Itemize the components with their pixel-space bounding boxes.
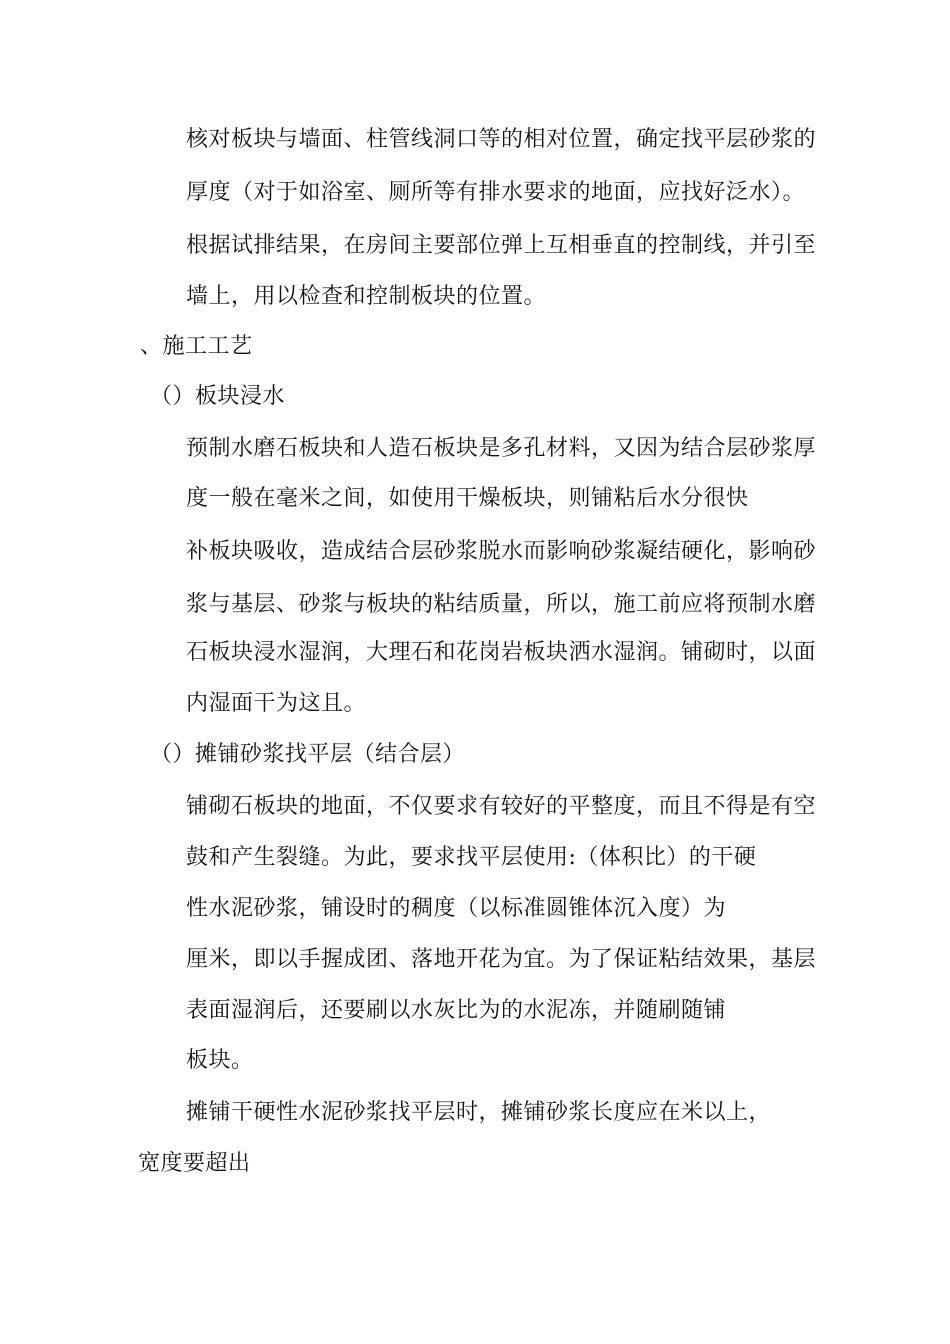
paragraph-line: 表面湿润后，还要刷以水灰比为的水泥冻，并随刷随铺 — [186, 998, 727, 1023]
paragraph-line: 内湿面干为这且。 — [186, 691, 367, 716]
paragraph-line: 预制水磨石板块和人造石板块是多孔材料，又因为结合层砂浆厚 — [186, 436, 817, 461]
paragraph-line: 摊铺干硬性水泥砂浆找平层时，摊铺砂浆长度应在米以上， — [186, 1100, 772, 1125]
subsection-heading: （）板块浸水 — [150, 384, 286, 409]
paragraph-line: 鼓和产生裂缝。为此，要求找平层使用:（体积比）的干硬 — [186, 845, 757, 870]
subsection-heading: （）摊铺砂浆找平层（结合层） — [150, 742, 466, 767]
paragraph-line: 核对板块与墙面、柱管线洞口等的相对位置，确定找平层砂浆的 — [186, 127, 817, 152]
paragraph-line: 度一般在毫米之间，如使用干燥板块，则铺粘后水分很快 — [186, 486, 749, 511]
paragraph-line: 板块。 — [186, 1048, 254, 1073]
paragraph-line: 性水泥砂浆，铺设时的稠度（以标准圆锥体沉入度）为 — [186, 896, 727, 921]
paragraph-line: 铺砌石板块的地面，不仅要求有较好的平整度，而且不得是有空 — [186, 794, 817, 819]
paragraph-line: 根据试排结果，在房间主要部位弹上互相垂直的控制线，并引至 — [186, 233, 817, 258]
paragraph-line: 补板块吸收，造成结合层砂浆脱水而影响砂浆凝结硬化，影响砂 — [186, 539, 817, 564]
paragraph-line: 浆与基层、砂浆与板块的粘结质量，所以，施工前应将预制水磨 — [186, 592, 817, 617]
paragraph-line: 厘米，即以手握成团、落地开花为宜。为了保证粘结效果，基层 — [186, 947, 817, 972]
paragraph-line: 墙上，用以检查和控制板块的位置。 — [186, 284, 547, 309]
section-heading: 、施工工艺 — [140, 334, 253, 359]
paragraph-line: 厚度（对于如浴室、厕所等有排水要求的地面，应找好泛水）。 — [186, 180, 806, 205]
paragraph-line: 宽度要超出 — [138, 1151, 251, 1176]
paragraph-line: 石板块浸水湿润，大理石和花岗岩板块洒水湿润。铺砌时，以面 — [186, 640, 817, 665]
